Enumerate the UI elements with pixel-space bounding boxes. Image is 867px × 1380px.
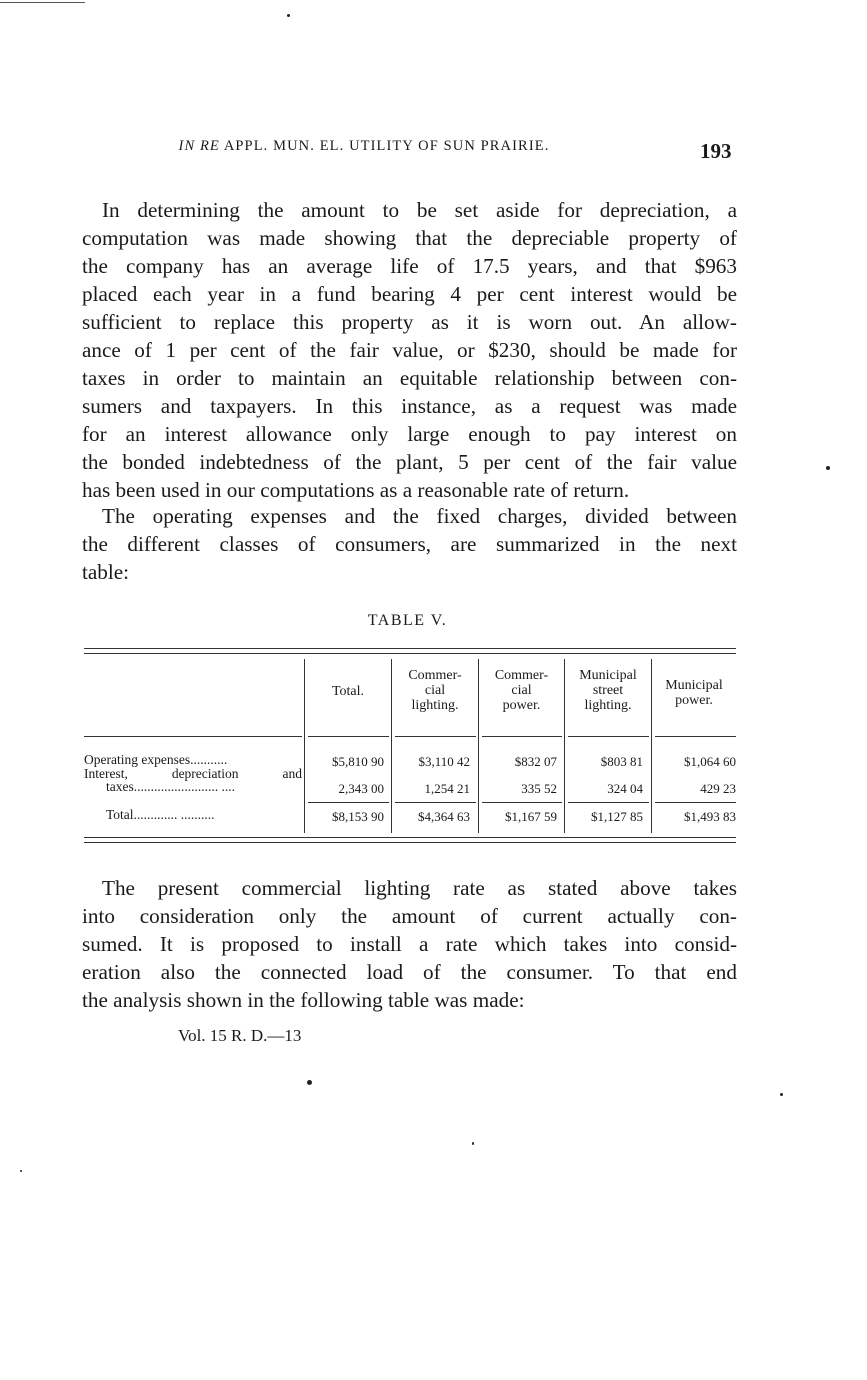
scan-speck bbox=[472, 1142, 474, 1145]
total-rule bbox=[308, 802, 389, 803]
text-line: for an interest allowance only large enough to pay interest on bbox=[82, 422, 737, 446]
row-label-taxes: taxes......................... .... bbox=[106, 779, 235, 794]
total-rule bbox=[568, 802, 649, 803]
cell-interest-municipal-street: 324 04 bbox=[607, 781, 643, 796]
cell-operating-commercial-power: $832 07 bbox=[514, 754, 557, 769]
text-line: The present commercial lighting rate as stated above takes bbox=[102, 876, 737, 900]
scan-speck bbox=[307, 1080, 312, 1085]
text-line: into consideration only the amount of current actually con- bbox=[82, 904, 737, 928]
table-v bbox=[84, 656, 736, 836]
cell-total-municipal-street: $1,127 85 bbox=[591, 809, 643, 824]
text-line: The operating expenses and the fixed charges, divided between bbox=[102, 504, 737, 528]
text-line: the different classes of consumers, are summarized in the next bbox=[82, 532, 737, 556]
text-line: sumers and taxpayers. In this instance, as a request was made bbox=[82, 394, 737, 418]
header-rule bbox=[84, 736, 302, 737]
column-header-total: Total. bbox=[331, 684, 365, 699]
paragraph-commercial-lighting-rate bbox=[82, 874, 737, 1014]
total-rule bbox=[482, 802, 562, 803]
text-line: the company has an average life of 17.5 years, and that $963 bbox=[82, 254, 737, 278]
page-number: 193 bbox=[700, 139, 732, 163]
text-line: has been used in our computations as a reasonable rate of return. bbox=[82, 478, 630, 502]
text-line: table: bbox=[82, 560, 130, 584]
scan-speck bbox=[20, 1170, 22, 1172]
cell-interest-commercial-lighting: 1,254 21 bbox=[424, 781, 470, 796]
running-head-text: APPL. MUN. EL. UTILITY OF SUN PRAIRIE. bbox=[223, 138, 550, 154]
text-line: eration also the connected load of the consumer. To that end bbox=[82, 960, 737, 984]
running-head-italic: IN RE bbox=[178, 138, 220, 154]
text-line: In determining the amount to be set aside for depreciation, a bbox=[102, 198, 737, 222]
cell-total-commercial-lighting: $4,364 63 bbox=[418, 809, 470, 824]
scan-speck bbox=[826, 466, 830, 470]
text-line: sumed. It is proposed to install a rate which takes into consid- bbox=[82, 932, 737, 956]
column-header-commercial-lighting: Commer- cial lighting. bbox=[408, 668, 462, 713]
text-line: placed each year in a fund bearing 4 per cent interest would be bbox=[82, 282, 737, 306]
text-line: sufficient to replace this property as it is worn out. An allow- bbox=[82, 310, 737, 334]
column-header-municipal-street-lighting: Municipal street lighting. bbox=[579, 668, 637, 713]
table-top-rule bbox=[84, 648, 736, 654]
total-rule bbox=[655, 802, 736, 803]
total-rule bbox=[395, 802, 476, 803]
header-rule bbox=[482, 736, 562, 737]
cell-operating-commercial-lighting: $3,110 42 bbox=[418, 754, 470, 769]
header-rule bbox=[308, 736, 389, 737]
cell-interest-municipal-power: 429 23 bbox=[700, 781, 736, 796]
row-label-interest-depreciation: Interest, depreciation and bbox=[84, 766, 302, 781]
volume-signature: Vol. 15 R. D.—13 bbox=[178, 1026, 302, 1045]
column-header-municipal-power: Municipal power. bbox=[665, 678, 723, 708]
text-line: computation was made showing that the depreciable property of bbox=[82, 226, 737, 250]
top-edge-rule bbox=[0, 2, 85, 3]
cell-interest-commercial-power: 335 52 bbox=[521, 781, 557, 796]
text-line: ance of 1 per cent of the fair value, or $230, should be made for bbox=[82, 338, 737, 362]
row-label-total: Total............. .......... bbox=[106, 807, 215, 822]
table-bottom-rule bbox=[84, 837, 736, 843]
table-title: TABLE V. bbox=[367, 612, 448, 629]
cell-total-total: $8,153 90 bbox=[332, 809, 384, 824]
cell-operating-total: $5,810 90 bbox=[332, 754, 384, 769]
cell-total-municipal-power: $1,493 83 bbox=[684, 809, 736, 824]
cell-operating-municipal-power: $1,064 60 bbox=[684, 754, 736, 769]
header-rule bbox=[568, 736, 649, 737]
cell-interest-total: 2,343 00 bbox=[338, 781, 384, 796]
header-rule bbox=[395, 736, 476, 737]
text-line: taxes in order to maintain an equitable relationship between con- bbox=[82, 366, 737, 390]
scan-speck bbox=[287, 14, 290, 17]
cell-operating-municipal-street: $803 81 bbox=[600, 754, 643, 769]
text-line: the analysis shown in the following table was made: bbox=[82, 988, 525, 1012]
column-header-commercial-power: Commer- cial power. bbox=[494, 668, 549, 713]
paragraph-depreciation bbox=[82, 196, 737, 504]
text-line: the bonded indebtedness of the plant, 5 per cent of the fair value bbox=[82, 450, 737, 474]
scan-speck bbox=[780, 1093, 783, 1096]
header-rule bbox=[655, 736, 736, 737]
row-label-operating-expenses: Operating expenses........... bbox=[84, 752, 228, 767]
cell-total-commercial-power: $1,167 59 bbox=[505, 809, 557, 824]
paragraph-operating-expenses bbox=[82, 502, 737, 586]
running-head bbox=[84, 138, 644, 155]
